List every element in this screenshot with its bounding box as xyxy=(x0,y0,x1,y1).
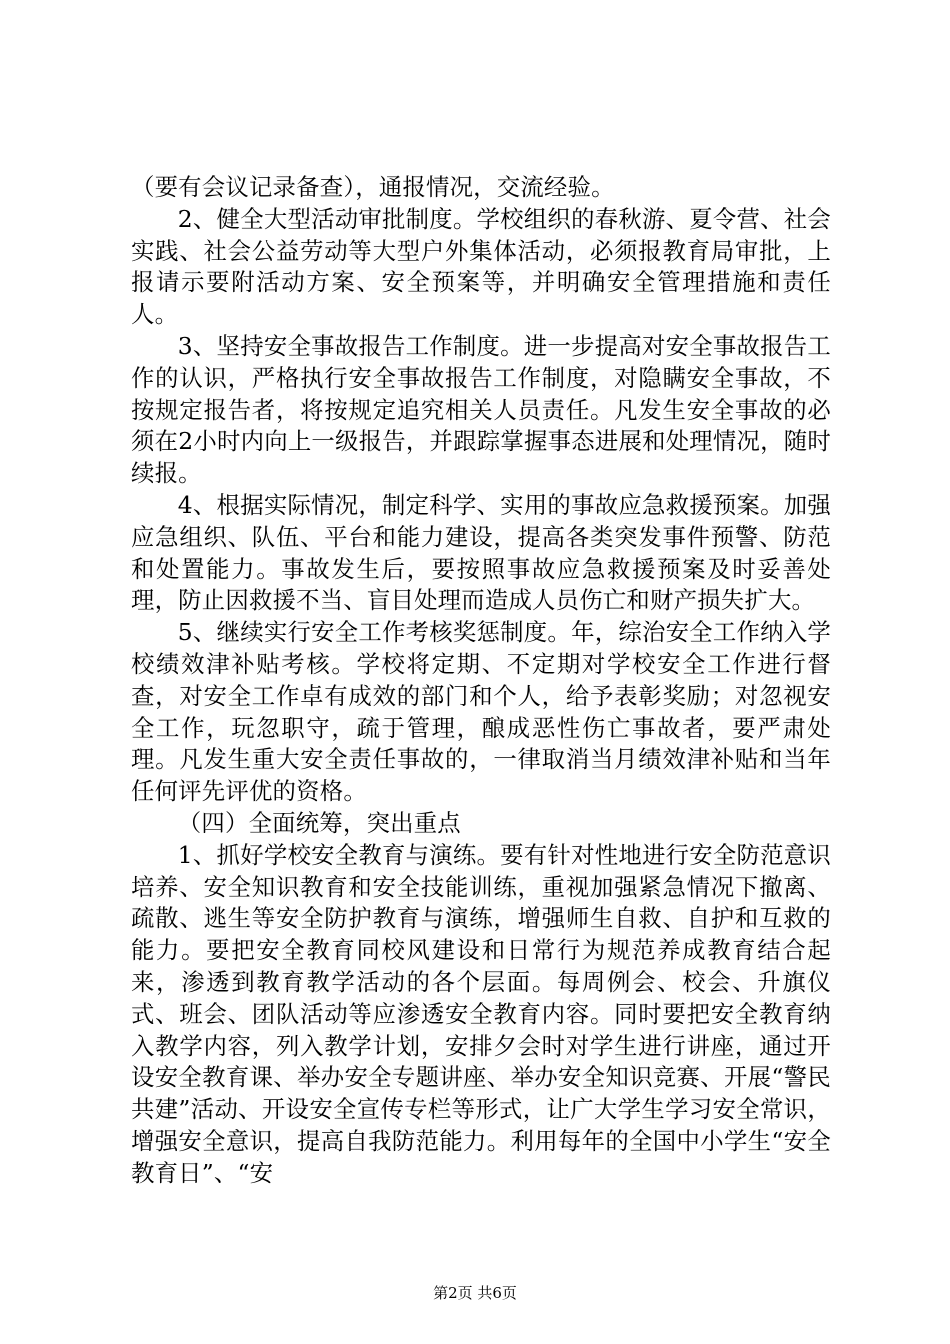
paragraph-emergency-plan: 4、根据实际情况，制定科学、实用的事故应急救援预案。加强应急组织、队伍、平台和能力建设，提高各类突发事件预警、防范和处置能力。事故发生后，要按照事故应急救援预案及时妥善处理，防止因救援不当、盲目处理而造成人员伤亡和财产损失扩大。 xyxy=(131,490,831,615)
document-body xyxy=(131,172,831,1190)
page-number-footer: 第2页 共6页 xyxy=(433,1284,517,1302)
paragraph-safety-education: 1、抓好学校安全教育与演练。要有针对性地进行安全防范意识培养、安全知识教育和安全技能训练，重视加强紧急情况下撤离、疏散、逃生等安全防护教育与演练，增强师生自救、自护和互救的能力。要把安全教育同校风建设和日常行为规范养成教育结合起来，渗透到教育教学活动的各个层面。每周例会、校会、升旗仪式、班会、团队活动等应渗透安全教育内容。同时要把安全教育纳入教学内容，列入教学计划，安排夕会时对学生进行讲座，通过开设安全教育课、举办安全专题讲座、举办安全知识竞赛、开展“警民共建”活动、开设安全宣传专栏等形式，让广大学生学习安全常识，增强安全意识，提高自我防范能力。利用每年的全国中小学生“安全教育日”、“安 xyxy=(131,840,831,1187)
section-heading: （四）全面统筹，突出重点 xyxy=(177,808,461,837)
paragraph-activity-approval: 2、健全大型活动审批制度。学校组织的春秋游、夏令营、社会实践、社会公益劳动等大型户外集体活动，必须报教育局审批，上报请示要附活动方案、安全预案等，并明确安全管理措施和责任人。 xyxy=(131,204,831,329)
paragraph-continuation: （要有会议记录备查），通报情况，交流经验。 xyxy=(131,173,615,201)
paragraph-accident-report: 3、坚持安全事故报告工作制度。进一步提高对安全事故报告工作的认识，严格执行安全事故报告工作制度，对隐瞒安全事故，不按规定报告者，将按规定追究相关人员责任。凡发生安全事故的必须在2小时内向上一级报告，并跟踪掌握事态进展和处理情况，随时续报。 xyxy=(131,331,831,488)
paragraph-assessment: 5、继续实行安全工作考核奖惩制度。年，综治安全工作纳入学校绩效津补贴考核。学校将定期、不定期对学校安全工作进行督查，对安全工作卓有成效的部门和个人，给予表彰奖励；对忽视安全工作，玩忽职守，疏于管理，酿成恶性伤亡事故者，要严肃处理。凡发生重大安全责任事故的，一律取消当月绩效津补贴和当年任何评先评优的资格。 xyxy=(131,618,831,806)
